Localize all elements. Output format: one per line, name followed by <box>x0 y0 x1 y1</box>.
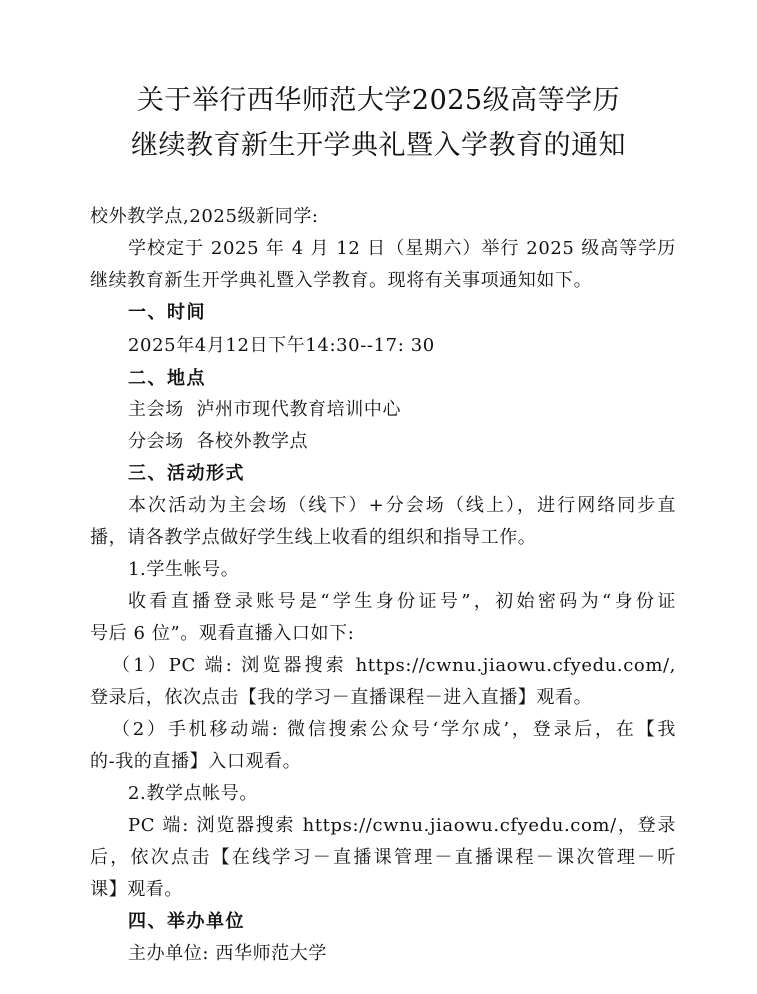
format-para-line1: 本次活动为主会场（线下）+分会场（线上），进行网络同步直 <box>128 495 676 516</box>
pc-access-line1: （1）PC 端: 浏览器搜索 https://cwnu.jiaowu.cfyedu.com/, <box>112 655 676 676</box>
section-heading-location: 二、地点 <box>128 368 206 389</box>
event-time: 2025年4月12日下午14:30--17: 30 <box>128 335 435 356</box>
section-heading-time: 一、时间 <box>128 302 206 323</box>
section-heading-organizer: 四、举办单位 <box>128 911 245 932</box>
student-account-line1: 收看直播登录账号是“学生身份证号”，初始密码为“身份证 <box>128 591 676 612</box>
section-heading-format: 三、活动形式 <box>128 463 245 484</box>
center-account-line1: PC 端: 浏览器搜索 https://cwnu.jiaowu.cfyedu.com/，登录 <box>128 815 676 836</box>
host-organization: 主办单位: 西华师范大学 <box>128 943 327 964</box>
salutation: 校外教学点,2025级新同学: <box>90 206 319 227</box>
center-account-line3: 课】观看。 <box>90 879 183 900</box>
main-venue: 主会场 泸州市现代教育培训中心 <box>128 399 402 420</box>
document-title-line2: 继续教育新生开学典礼暨入学教育的通知 <box>131 130 626 161</box>
document-title-line1: 关于举行西华师范大学2025级高等学历 <box>136 85 621 116</box>
mobile-access-line1: （2）手机移动端: 微信搜索公众号‘学尔成’，登录后，在【我 <box>112 719 676 740</box>
branch-venue: 分会场 各校外教学点 <box>128 431 309 452</box>
format-para-line2: 播，请各教学点做好学生线上收看的组织和指导工作。 <box>90 527 537 548</box>
pc-access-line2: 登录后，依次点击【我的学习－直播课程－进入直播】观看。 <box>90 687 593 708</box>
student-account-title: 1.学生帐号。 <box>128 559 240 580</box>
intro-line1: 学校定于 2025 年 4 月 12 日（星期六）举行 2025 级高等学历 <box>128 238 676 259</box>
center-account-line2: 后，依次点击【在线学习－直播课管理－直播课程－课次管理－听 <box>90 847 676 868</box>
intro-line2: 继续教育新生开学典礼暨入学教育。现将有关事项通知如下。 <box>90 270 593 291</box>
center-account-title: 2.教学点帐号。 <box>128 783 258 804</box>
mobile-access-line2: 的-我的直播】入口观看。 <box>90 751 302 772</box>
student-account-line2: 号后 6 位”。观看直播入口如下: <box>90 623 355 644</box>
